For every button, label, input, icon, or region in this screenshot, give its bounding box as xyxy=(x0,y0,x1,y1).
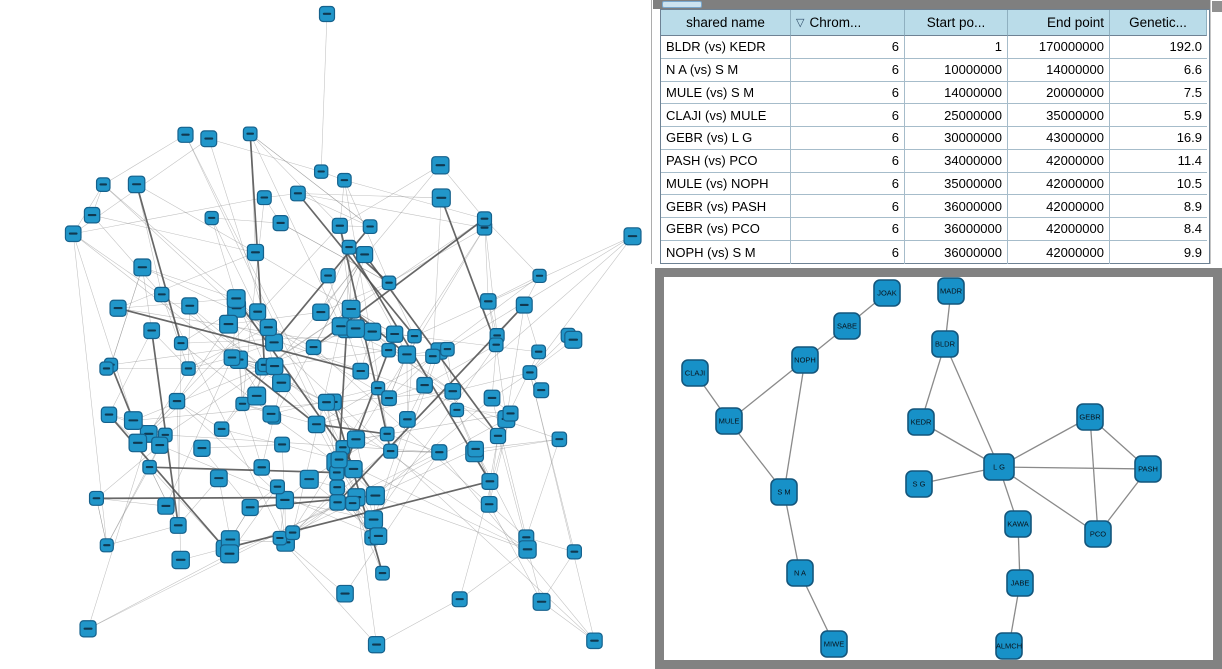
scrollbar-corner xyxy=(1212,1,1222,12)
network-node[interactable] xyxy=(273,374,290,391)
network-node[interactable] xyxy=(84,208,99,223)
node-label: KEDR xyxy=(910,417,932,427)
network-node[interactable] xyxy=(242,499,258,515)
network-edge xyxy=(73,234,133,421)
network-node[interactable] xyxy=(503,406,518,421)
network-node[interactable] xyxy=(143,460,156,473)
table-cell[interactable]: GEBR (vs) L G xyxy=(661,127,791,150)
network-node[interactable] xyxy=(342,240,356,254)
network-node[interactable] xyxy=(101,407,116,422)
node-madr[interactable] xyxy=(938,278,964,304)
network-edge xyxy=(212,218,281,223)
table-cell[interactable]: 6 xyxy=(791,36,905,59)
table-cell[interactable]: 6 xyxy=(791,82,905,105)
node-l-g[interactable] xyxy=(984,454,1014,480)
table-cell[interactable]: 6 xyxy=(791,104,905,127)
network-node[interactable] xyxy=(250,304,266,320)
network-node[interactable] xyxy=(243,127,257,141)
network-node[interactable] xyxy=(337,585,354,602)
network-node[interactable] xyxy=(155,287,169,301)
network-node[interactable] xyxy=(332,218,347,233)
node-label: BLDR xyxy=(934,339,956,349)
network-node[interactable] xyxy=(452,592,467,607)
network-node[interactable] xyxy=(516,297,532,313)
table-cell[interactable]: GEBR (vs) PCO xyxy=(661,218,791,241)
table-cell[interactable]: 35000000 xyxy=(1008,104,1110,127)
network-node[interactable] xyxy=(129,434,146,451)
network-edge xyxy=(447,236,632,349)
node-label: PCO xyxy=(1089,529,1107,539)
table-cell[interactable]: 11.4 xyxy=(1110,150,1207,173)
node-almch[interactable] xyxy=(996,633,1022,659)
network-node[interactable] xyxy=(205,211,218,224)
network-node[interactable] xyxy=(363,220,377,234)
table-cell[interactable]: PASH (vs) PCO xyxy=(661,150,791,173)
table-cell[interactable]: MULE (vs) S M xyxy=(661,82,791,105)
network-node[interactable] xyxy=(357,247,373,263)
network-node[interactable] xyxy=(450,403,463,416)
node-label: ALMCH xyxy=(995,641,1023,651)
table-cell[interactable]: 43000000 xyxy=(1008,127,1110,150)
network-node[interactable] xyxy=(291,186,306,201)
network-node[interactable] xyxy=(482,474,498,490)
network-edge xyxy=(188,306,189,369)
table-cell[interactable]: 6.6 xyxy=(1110,59,1207,82)
network-node[interactable] xyxy=(90,491,104,505)
table-cell[interactable]: 1 xyxy=(905,36,1008,59)
table-cell[interactable]: 14000000 xyxy=(905,82,1008,105)
network-node[interactable] xyxy=(552,432,566,446)
table-cell[interactable]: 6 xyxy=(791,173,905,196)
node-s-g[interactable] xyxy=(906,471,932,497)
table-cell[interactable]: 170000000 xyxy=(1008,36,1110,59)
network-node[interactable] xyxy=(214,422,228,436)
table-row[interactable] xyxy=(661,104,1209,127)
network-node[interactable] xyxy=(125,412,143,430)
table-row[interactable] xyxy=(661,150,1209,173)
network-edge xyxy=(107,467,150,545)
network-node[interactable] xyxy=(532,345,546,359)
table-cell[interactable]: 42000000 xyxy=(1008,150,1110,173)
node-label: SABE xyxy=(836,321,858,331)
table-row[interactable] xyxy=(661,82,1209,105)
small-network-viewport xyxy=(664,277,1213,660)
column-header-chrom[interactable] xyxy=(791,10,905,36)
network-node[interactable] xyxy=(134,259,151,276)
table-cell[interactable]: 42000000 xyxy=(1008,218,1110,241)
network-node[interactable] xyxy=(376,566,390,580)
network-node[interactable] xyxy=(144,323,160,339)
node-pco[interactable] xyxy=(1085,521,1111,547)
node-kawa[interactable] xyxy=(1005,511,1031,537)
network-node[interactable] xyxy=(321,269,335,283)
column-header-label: shared name xyxy=(686,15,765,30)
table-row[interactable] xyxy=(661,195,1209,218)
network-edge xyxy=(526,439,559,537)
network-node[interactable] xyxy=(182,298,198,314)
table-row[interactable] xyxy=(661,36,1209,59)
network-node[interactable] xyxy=(567,545,581,559)
network-node[interactable] xyxy=(227,290,245,308)
network-edge xyxy=(222,429,282,444)
network-node[interactable] xyxy=(366,487,384,505)
network-node[interactable] xyxy=(260,319,276,335)
network-edge xyxy=(92,215,162,294)
network-edge xyxy=(88,434,149,629)
network-edge xyxy=(433,198,441,356)
network-node[interactable] xyxy=(342,300,360,318)
network-edge xyxy=(280,538,377,645)
network-edge-l-g-pash[interactable] xyxy=(999,467,1148,469)
network-node[interactable] xyxy=(624,228,641,245)
table-vertical-scrollbar[interactable] xyxy=(1210,0,1222,264)
network-node[interactable] xyxy=(484,390,500,406)
network-edge xyxy=(107,525,178,545)
node-label: GEBR xyxy=(1079,412,1101,422)
table-cell[interactable]: 192.0 xyxy=(1110,36,1207,59)
network-node[interactable] xyxy=(220,315,238,333)
network-node[interactable] xyxy=(170,518,186,534)
network-edge-bldr-l-g[interactable] xyxy=(945,344,999,467)
network-node[interactable] xyxy=(247,244,263,260)
network-node[interactable] xyxy=(426,349,440,363)
network-node[interactable] xyxy=(319,394,335,410)
network-node[interactable] xyxy=(275,437,290,452)
network-node[interactable] xyxy=(211,470,228,487)
network-edge xyxy=(202,445,282,449)
node-kedr[interactable] xyxy=(908,409,934,435)
table-row[interactable] xyxy=(661,241,1209,264)
network-edge xyxy=(92,215,255,252)
network-node[interactable] xyxy=(384,444,398,458)
network-edge xyxy=(209,139,321,172)
panel-splitter[interactable] xyxy=(651,0,652,264)
network-node[interactable] xyxy=(330,495,345,510)
node-label: S M xyxy=(777,487,791,497)
network-node[interactable] xyxy=(490,428,505,443)
table-cell[interactable]: 10000000 xyxy=(905,59,1008,82)
column-header-shared-name[interactable] xyxy=(661,10,791,36)
network-node[interactable] xyxy=(286,526,300,540)
network-node[interactable] xyxy=(346,496,360,510)
filter-icon[interactable]: ▽ xyxy=(796,17,805,29)
table-cell[interactable]: 42000000 xyxy=(1008,241,1110,264)
table-cell[interactable]: 16.9 xyxy=(1110,127,1207,150)
network-edge xyxy=(377,599,460,644)
network-node[interactable] xyxy=(417,378,432,393)
column-header-start-po[interactable] xyxy=(905,10,1008,36)
network-node[interactable] xyxy=(152,437,168,453)
network-edge xyxy=(109,331,152,415)
network-node[interactable] xyxy=(382,391,397,406)
network-node[interactable] xyxy=(80,621,96,637)
network-node[interactable] xyxy=(178,127,193,142)
node-miwe[interactable] xyxy=(821,631,847,657)
table-cell[interactable]: 6 xyxy=(791,241,905,264)
node-label: KAWA xyxy=(1007,519,1029,529)
network-node[interactable] xyxy=(398,346,415,363)
table-cell[interactable]: N A (vs) S M xyxy=(661,59,791,82)
network-node[interactable] xyxy=(481,294,496,309)
node-joak[interactable] xyxy=(874,280,900,306)
network-node[interactable] xyxy=(158,498,174,514)
table-row[interactable] xyxy=(661,127,1209,150)
table-header-row xyxy=(661,10,1209,36)
column-header-label: End point xyxy=(1046,15,1104,30)
network-node[interactable] xyxy=(489,338,503,352)
network-node[interactable] xyxy=(271,480,285,494)
column-header-label: Genetic... xyxy=(1129,15,1187,30)
node-noph[interactable] xyxy=(792,347,818,373)
table-cell[interactable]: NOPH (vs) S M xyxy=(661,241,791,264)
network-node[interactable] xyxy=(519,541,536,558)
node-label: MIWE xyxy=(823,639,845,649)
network-edge xyxy=(243,404,262,468)
node-label: NOPH xyxy=(794,355,816,365)
network-edge xyxy=(484,219,539,276)
network-node[interactable] xyxy=(587,633,602,648)
table-cell[interactable]: 36000000 xyxy=(905,195,1008,218)
network-edge xyxy=(498,436,542,602)
table-cell[interactable]: BLDR (vs) KEDR xyxy=(661,36,791,59)
small-network-panel xyxy=(655,268,1222,669)
table-cell[interactable]: 6 xyxy=(791,59,905,82)
network-edge xyxy=(250,134,370,227)
column-header-label: Start po... xyxy=(926,15,986,30)
network-node[interactable] xyxy=(300,470,318,488)
network-node[interactable] xyxy=(236,397,249,410)
network-edge xyxy=(298,193,485,227)
table-cell[interactable]: MULE (vs) NOPH xyxy=(661,173,791,196)
node-label: MULE xyxy=(718,416,740,426)
network-edge-noph-s-m[interactable] xyxy=(784,360,805,492)
network-edge xyxy=(321,14,327,172)
network-edge xyxy=(88,554,229,629)
network-edge xyxy=(142,267,151,330)
network-node[interactable] xyxy=(533,269,546,282)
network-node[interactable] xyxy=(169,394,184,409)
network-node[interactable] xyxy=(365,511,383,529)
network-node[interactable] xyxy=(306,340,320,354)
network-node[interactable] xyxy=(364,323,381,340)
network-node[interactable] xyxy=(266,334,283,351)
network-node[interactable] xyxy=(368,637,384,653)
node-label: JABE xyxy=(1010,578,1030,588)
table-cell[interactable]: 35000000 xyxy=(905,173,1008,196)
node-label: L G xyxy=(993,462,1005,472)
table-cell[interactable]: 36000000 xyxy=(905,218,1008,241)
node-bldr[interactable] xyxy=(932,331,958,357)
network-node[interactable] xyxy=(172,551,189,568)
table-cell[interactable]: 30000000 xyxy=(905,127,1008,150)
network-node[interactable] xyxy=(353,363,369,379)
column-header-genetic[interactable] xyxy=(1110,10,1207,36)
network-edge xyxy=(344,180,484,219)
table-row[interactable] xyxy=(661,218,1209,241)
network-node[interactable] xyxy=(347,431,364,448)
network-node[interactable] xyxy=(97,178,110,191)
network-node[interactable] xyxy=(313,304,329,320)
table-cell[interactable]: 20000000 xyxy=(1008,82,1110,105)
node-mule[interactable] xyxy=(716,408,742,434)
network-node[interactable] xyxy=(128,176,144,192)
node-sabe[interactable] xyxy=(834,313,860,339)
table-cell[interactable]: 7.5 xyxy=(1110,82,1207,105)
network-node[interactable] xyxy=(221,545,239,563)
network-node[interactable] xyxy=(408,330,421,343)
network-edge xyxy=(212,218,236,299)
network-node[interactable] xyxy=(432,189,450,207)
network-node[interactable] xyxy=(65,226,81,242)
node-label: JOAK xyxy=(877,288,897,298)
network-node[interactable] xyxy=(441,342,455,356)
network-edge xyxy=(415,236,633,336)
column-header-end-point[interactable] xyxy=(1008,10,1110,36)
node-gebr[interactable] xyxy=(1077,404,1103,430)
network-node[interactable] xyxy=(338,174,351,187)
node-label: N A xyxy=(793,568,807,578)
network-node[interactable] xyxy=(523,366,537,380)
edge-attribute-table xyxy=(660,9,1210,264)
column-header-label: Chrom... xyxy=(809,15,862,30)
network-node[interactable] xyxy=(182,362,195,375)
network-node[interactable] xyxy=(347,320,365,338)
network-node[interactable] xyxy=(174,337,187,350)
table-cell[interactable]: 9.9 xyxy=(1183,244,1202,260)
network-node[interactable] xyxy=(534,383,549,398)
small-network-canvas[interactable] xyxy=(664,277,1213,660)
table-cell[interactable]: 6 xyxy=(791,195,905,218)
network-node[interactable] xyxy=(400,412,416,428)
network-node[interactable] xyxy=(201,131,217,147)
network-node[interactable] xyxy=(194,440,210,456)
table-cell[interactable]: 6 xyxy=(791,218,905,241)
table-cell[interactable]: 42000000 xyxy=(1008,195,1110,218)
network-node[interactable] xyxy=(370,528,387,545)
table-cell[interactable]: 36000000 xyxy=(905,241,1008,264)
network-node[interactable] xyxy=(445,384,461,400)
network-node[interactable] xyxy=(387,326,403,342)
table-row[interactable] xyxy=(661,59,1209,82)
network-node[interactable] xyxy=(331,452,347,468)
network-node[interactable] xyxy=(266,358,283,375)
node-jabe[interactable] xyxy=(1007,570,1033,596)
table-cell[interactable]: 8.4 xyxy=(1110,218,1207,241)
table-row[interactable] xyxy=(661,173,1209,196)
network-node[interactable] xyxy=(254,460,269,475)
node-claji[interactable] xyxy=(682,360,708,386)
node-n-a[interactable] xyxy=(787,560,813,586)
network-node[interactable] xyxy=(330,480,344,494)
network-node[interactable] xyxy=(100,539,113,552)
table-cell[interactable]: 42000000 xyxy=(1008,173,1110,196)
node-pash[interactable] xyxy=(1135,456,1161,482)
network-node[interactable] xyxy=(308,416,324,432)
network-node[interactable] xyxy=(100,362,113,375)
node-label: MADR xyxy=(939,286,963,296)
table-cell[interactable]: 34000000 xyxy=(905,150,1008,173)
network-node[interactable] xyxy=(315,165,328,178)
network-edge xyxy=(250,134,340,226)
network-node[interactable] xyxy=(533,593,550,610)
network-node[interactable] xyxy=(273,531,286,544)
network-edge xyxy=(118,299,236,309)
network-node[interactable] xyxy=(382,276,395,289)
network-node[interactable] xyxy=(481,497,497,513)
network-node[interactable] xyxy=(432,445,447,460)
node-label: S G xyxy=(912,479,926,489)
table-cell[interactable]: 6 xyxy=(791,127,905,150)
network-node[interactable] xyxy=(263,406,279,422)
table-cell[interactable]: 8.9 xyxy=(1110,195,1207,218)
network-node[interactable] xyxy=(432,157,449,174)
network-node[interactable] xyxy=(565,331,582,348)
network-node[interactable] xyxy=(224,350,240,366)
network-edge xyxy=(460,549,528,599)
network-node[interactable] xyxy=(110,300,126,316)
table-cell[interactable]: 6 xyxy=(791,150,905,173)
table-cell[interactable]: 10.5 xyxy=(1110,173,1207,196)
network-edge-thick xyxy=(96,497,356,498)
network-node[interactable] xyxy=(273,216,288,231)
node-label: PASH xyxy=(1138,464,1158,474)
scrollbar-thumb[interactable] xyxy=(662,1,702,8)
node-label: CLAJI xyxy=(684,368,706,378)
network-edge xyxy=(188,368,262,369)
network-node[interactable] xyxy=(468,441,483,456)
network-node[interactable] xyxy=(382,344,395,357)
table-cell[interactable]: CLAJI (vs) MULE xyxy=(661,104,791,127)
network-node[interactable] xyxy=(248,387,266,405)
network-edge-gebr-pco[interactable] xyxy=(1090,417,1098,534)
network-edge xyxy=(489,436,498,504)
network-node[interactable] xyxy=(380,427,394,441)
network-node[interactable] xyxy=(477,212,491,226)
network-node[interactable] xyxy=(320,7,335,22)
table-cell[interactable]: 14000000 xyxy=(1008,59,1110,82)
table-cell[interactable]: 25000000 xyxy=(905,104,1008,127)
table-cell[interactable]: GEBR (vs) PASH xyxy=(661,195,791,218)
table-cell[interactable]: 5.9 xyxy=(1110,104,1207,127)
node-s-m[interactable] xyxy=(771,479,797,505)
table-horizontal-scrollbar[interactable] xyxy=(653,0,1222,9)
network-node[interactable] xyxy=(257,191,271,205)
